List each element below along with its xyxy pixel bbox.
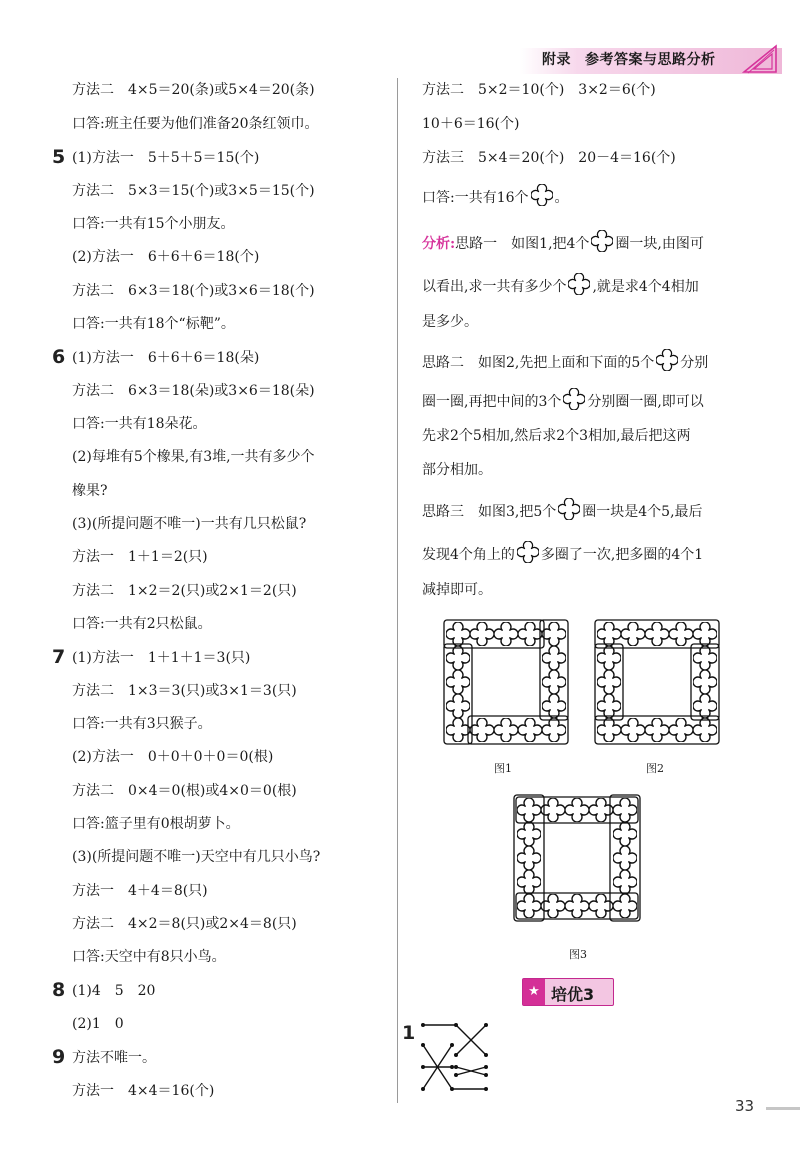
flower-icon: [613, 822, 637, 846]
flower-icon: [656, 349, 678, 371]
analysis-text: 以看出,求一共有多少个: [422, 279, 567, 295]
answer-line: 方法三 5×4＝20(个) 20－4＝16(个): [422, 150, 676, 166]
answer-line: 方法二 5×2＝10(个) 3×2＝6(个): [422, 82, 656, 98]
figure-1-caption: 图1: [494, 762, 512, 775]
flower-icon: [517, 822, 541, 846]
flower-icon: [597, 622, 621, 646]
analysis-text: 圈一块,由图可: [615, 236, 704, 252]
analysis-text: 思路三 如图3,把5个: [422, 504, 557, 520]
page-header: [520, 42, 782, 76]
flower-icon: [542, 718, 566, 742]
flower-icon: [470, 622, 494, 646]
answer-line: 方法一 1＋1＝2(只): [72, 549, 208, 565]
analysis-text: 分别: [680, 355, 709, 371]
figure-3-caption: 图3: [569, 948, 587, 961]
flower-icon: [446, 646, 470, 670]
analysis-text: 圈一块是4个5,最后: [582, 504, 703, 520]
answer-line: 口答:篮子里有0根胡萝卜。: [72, 816, 240, 832]
question-number: 6: [52, 346, 66, 368]
flower-icon: [470, 718, 494, 742]
answer-line: 方法二 6×3＝18(朵)或3×6＝18(朵): [72, 383, 315, 399]
flower-icon: [621, 718, 645, 742]
page-number-bar: [766, 1107, 800, 1110]
analysis-line: 减掉即可。: [422, 582, 492, 598]
answer-line: 橡果?: [72, 483, 108, 499]
flower-icon: [693, 646, 717, 670]
answer-line: 口答:一共有18个“标靶”。: [72, 316, 235, 332]
flower-icon: [518, 718, 542, 742]
flower-icon: [597, 718, 621, 742]
flower-icon: [563, 388, 585, 410]
flower-icon: [542, 694, 566, 718]
flower-icon: [446, 670, 470, 694]
analysis-text: ,就是求4个4相加: [592, 279, 699, 295]
analysis-text: 思路一 如图1,把4个: [455, 236, 590, 252]
flower-icon: [542, 646, 566, 670]
answer-text: 。: [554, 190, 569, 206]
flower-icon: [542, 670, 566, 694]
flower-icon: [591, 230, 613, 252]
analysis-text: 发现4个角上的: [422, 547, 515, 563]
analysis-text: 分别圈一圈,即可以: [587, 394, 704, 410]
answer-line: (2)方法一 0＋0＋0＋0＝0(根): [72, 749, 274, 765]
figure-3-diagram: [509, 790, 645, 924]
flower-icon: [669, 622, 693, 646]
analysis-line: [422, 388, 704, 412]
ruler-triangle-icon: [742, 44, 778, 74]
flower-icon: [693, 670, 717, 694]
flower-icon: [494, 622, 518, 646]
flower-icon: [558, 498, 580, 520]
answer-line: 方法一 4＋4＝8(只): [72, 883, 208, 899]
flower-icon: [597, 646, 621, 670]
matching-lines-diagram: [418, 1015, 498, 1105]
flower-icon: [517, 870, 541, 894]
badge-label: 培优3: [551, 985, 595, 1004]
analysis-text: 多圈了一次,把多圈的4个1: [540, 547, 704, 563]
answer-line: (2)每堆有5个橡果,有3堆,一共有多少个: [72, 449, 315, 465]
question-number: 7: [52, 646, 66, 668]
answer-line: [422, 184, 569, 208]
analysis-line: 是多少。: [422, 314, 478, 330]
analysis-line: 先求2个5相加,然后求2个3相加,最后把这两: [422, 428, 691, 444]
answer-line: 方法二 1×2＝2(只)或2×1＝2(只): [72, 583, 297, 599]
flower-icon: [517, 846, 541, 870]
answer-line: 方法二 0×4＝0(根)或4×0＝0(根): [72, 783, 297, 799]
flower-icon: [645, 718, 669, 742]
answer-line: 方法二 6×3＝18(个)或3×6＝18(个): [72, 283, 315, 299]
answer-line: 口答:一共有18朵花。: [72, 416, 207, 432]
flower-icon: [518, 622, 542, 646]
analysis-line: [422, 230, 704, 254]
analysis-line: [422, 349, 708, 373]
answer-line: 方法二 1×3＝3(只)或3×1＝3(只): [72, 683, 297, 699]
answer-line: (2)1 0: [72, 1016, 124, 1032]
figure-1-diagram: [438, 614, 574, 746]
flower-icon: [531, 184, 553, 206]
flower-icon: [446, 718, 470, 742]
analysis-text: 思路二 如图2,先把上面和下面的5个: [422, 355, 655, 371]
answer-line: (3)(所提问题不唯一)天空中有几只小鸟?: [72, 849, 321, 865]
flower-icon: [494, 718, 518, 742]
page-number: 33: [735, 1097, 755, 1115]
flower-icon: [621, 622, 645, 646]
group-outline: [595, 644, 623, 720]
answer-line: 方法不唯一。: [72, 1050, 156, 1066]
analysis-line: [422, 541, 703, 565]
analysis-line: [422, 273, 699, 297]
answer-line: (1)方法一 5＋5＋5＝15(个): [72, 150, 260, 166]
flower-icon: [446, 622, 470, 646]
flower-icon: [613, 870, 637, 894]
answer-line: 口答:一共有15个小朋友。: [72, 216, 235, 232]
header-text: [542, 49, 716, 69]
column-divider: [397, 78, 398, 1103]
flower-icon: [693, 694, 717, 718]
question-number: 1: [402, 1022, 416, 1044]
flower-icon: [565, 798, 589, 822]
section-badge: [522, 978, 614, 1006]
answer-line: 口答:一共有3只猴子。: [72, 716, 212, 732]
answer-line: 方法二 4×5＝20(条)或5×4＝20(条): [72, 82, 315, 98]
answer-line: 方法一 4×4＝16(个): [72, 1083, 215, 1099]
flower-icon: [613, 846, 637, 870]
answer-line: (3)(所提问题不唯一)一共有几只松鼠?: [72, 516, 307, 532]
question-number: 8: [52, 979, 66, 1001]
flower-icon: [517, 798, 541, 822]
group-outline: [691, 644, 719, 720]
analysis-line: 部分相加。: [422, 462, 492, 478]
header-section: 附录: [542, 52, 571, 68]
flower-icon: [597, 670, 621, 694]
flower-icon: [568, 273, 590, 295]
figure-2-caption: 图2: [646, 762, 664, 775]
flower-icon: [613, 798, 637, 822]
answer-line: 口答:班主任要为他们准备20条红领巾。: [72, 116, 319, 132]
answer-line: 方法二 5×3＝15(个)或3×5＝15(个): [72, 183, 315, 199]
figure-2-diagram: [589, 614, 725, 746]
flower-icon: [693, 622, 717, 646]
flower-icon: [517, 894, 541, 918]
answer-line: (1)方法一 1＋1＋1＝3(只): [72, 650, 251, 666]
flower-icon: [669, 718, 693, 742]
flower-icon: [613, 894, 637, 918]
answer-line: 口答:天空中有8只小鸟。: [72, 949, 226, 965]
question-number: 5: [52, 146, 66, 168]
question-number: 9: [52, 1046, 66, 1068]
flower-icon: [565, 894, 589, 918]
header-title: 参考答案与思路分析: [585, 52, 716, 68]
star-icon: ★: [523, 979, 545, 1005]
answer-line: 口答:一共有2只松鼠。: [72, 616, 212, 632]
answer-line: (2)方法一 6＋6＋6＝18(个): [72, 249, 260, 265]
analysis-label: 分析:: [422, 236, 456, 252]
answer-line: (1)方法一 6＋6＋6＝18(朵): [72, 350, 260, 366]
answer-line: (1)4 5 20: [72, 983, 156, 999]
flower-icon: [597, 694, 621, 718]
flower-icon: [542, 622, 566, 646]
flower-icon: [517, 541, 539, 563]
flower-icon: [693, 718, 717, 742]
flower-icon: [446, 694, 470, 718]
analysis-line: [422, 498, 703, 522]
answer-line: 10＋6＝16(个): [422, 116, 520, 132]
flower-icon: [645, 622, 669, 646]
analysis-text: 圈一圈,再把中间的3个: [422, 394, 562, 410]
answer-text: 口答:一共有16个: [422, 190, 529, 206]
answer-line: 方法二 4×2＝8(只)或2×4＝8(只): [72, 916, 297, 932]
